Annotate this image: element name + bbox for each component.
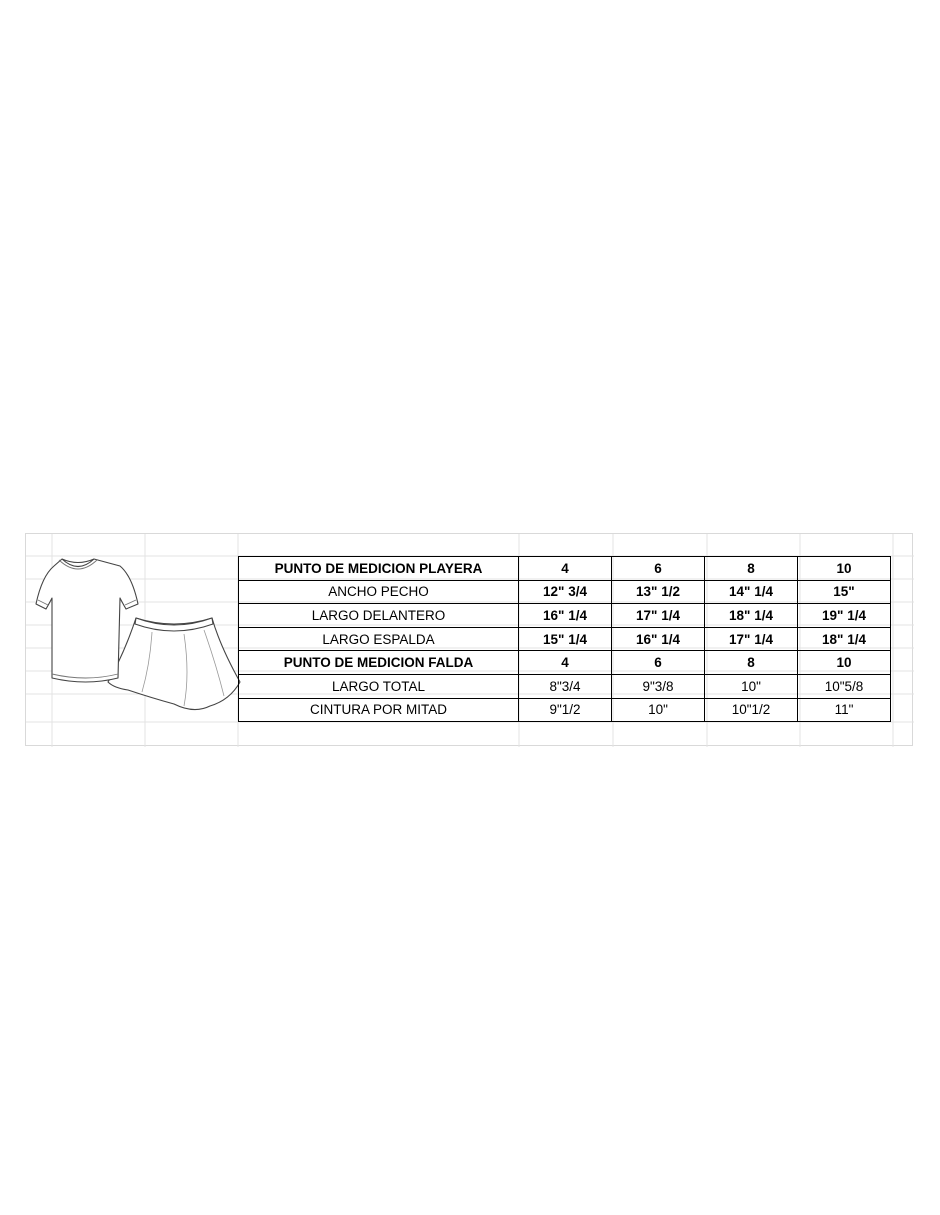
table-row — [239, 698, 891, 722]
table-row — [239, 604, 891, 628]
cell-value: 18" 1/4 — [798, 627, 891, 651]
row-label: ANCHO PECHO — [239, 580, 519, 604]
row-label: CINTURA POR MITAD — [239, 698, 519, 722]
cell-value: 10"1/2 — [705, 698, 798, 722]
cell-value: 9"3/8 — [612, 674, 705, 698]
skirt-header-row — [239, 651, 891, 675]
size-header-4: 4 — [519, 557, 612, 581]
tshirt-and-skirt-sketch-icon — [34, 554, 246, 719]
cell-value: 18" 1/4 — [705, 604, 798, 628]
size-header-6: 6 — [612, 651, 705, 675]
cell-value: 10" — [612, 698, 705, 722]
row-label: LARGO ESPALDA — [239, 627, 519, 651]
cell-value: 16" 1/4 — [519, 604, 612, 628]
cell-value: 14" 1/4 — [705, 580, 798, 604]
cell-value: 10"5/8 — [798, 674, 891, 698]
cell-value: 11" — [798, 698, 891, 722]
cell-value: 17" 1/4 — [612, 604, 705, 628]
cell-value: 8"3/4 — [519, 674, 612, 698]
shirt-header-row — [239, 557, 891, 581]
shirt-header-label: PUNTO DE MEDICION PLAYERA — [239, 557, 519, 581]
cell-value: 17" 1/4 — [705, 627, 798, 651]
size-header-6: 6 — [612, 557, 705, 581]
spreadsheet-area — [25, 533, 913, 746]
cell-value: 10" — [705, 674, 798, 698]
cell-value: 9"1/2 — [519, 698, 612, 722]
cell-value: 13" 1/2 — [612, 580, 705, 604]
cell-value: 19" 1/4 — [798, 604, 891, 628]
size-header-10: 10 — [798, 651, 891, 675]
size-header-10: 10 — [798, 557, 891, 581]
measurement-table — [238, 556, 891, 722]
table-row — [239, 580, 891, 604]
row-label: LARGO DELANTERO — [239, 604, 519, 628]
size-header-4: 4 — [519, 651, 612, 675]
table-row — [239, 674, 891, 698]
row-label: LARGO TOTAL — [239, 674, 519, 698]
skirt-header-label: PUNTO DE MEDICION FALDA — [239, 651, 519, 675]
cell-value: 15" — [798, 580, 891, 604]
table-row — [239, 627, 891, 651]
cell-value: 16" 1/4 — [612, 627, 705, 651]
size-header-8: 8 — [705, 557, 798, 581]
cell-value: 12" 3/4 — [519, 580, 612, 604]
cell-value: 15" 1/4 — [519, 627, 612, 651]
size-header-8: 8 — [705, 651, 798, 675]
